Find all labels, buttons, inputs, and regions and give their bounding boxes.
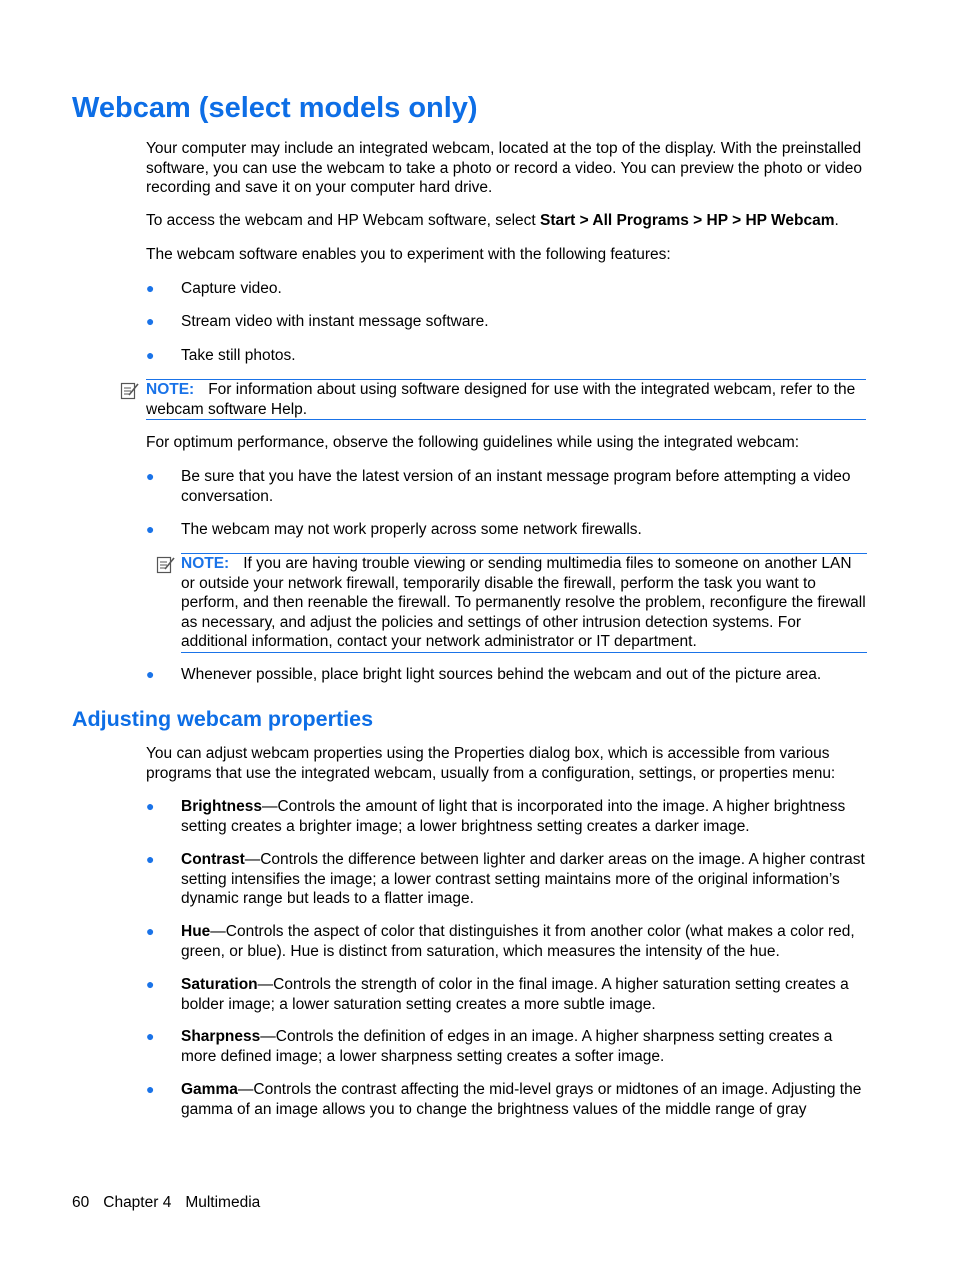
list-item-text: Stream video with instant message software. <box>181 313 489 330</box>
list-item-text: The webcam may not work properly across some network firewalls. <box>181 521 642 538</box>
bullet-icon: ● <box>146 976 155 992</box>
property-term: Sharpness <box>181 1028 261 1045</box>
bullet-icon: ● <box>146 666 155 682</box>
guidelines-intro: For optimum performance, observe the following guidelines while using the integrated webcam: <box>146 434 800 451</box>
intro-paragraph: Your computer may include an integrated webcam, located at the top of the display. With the preinstalled software, you can use the webcam to take a photo or record a video. You can preview the photo or video recording and save it on your computer hard drive. <box>146 140 863 196</box>
note-icon <box>156 555 176 575</box>
access-suffix: . <box>834 212 839 229</box>
access-path: Start > All Programs > HP > HP Webcam <box>540 212 835 229</box>
property-desc: —Controls the aspect of color that distinguishes it from another color (what makes a color red, green, or blue). Hue is distinct from saturation, which measures the intensity of the hue. <box>181 923 855 960</box>
property-desc: —Controls the amount of light that is incorporated into the image. A higher brightness setting creates a brighter image; a lower brightness setting creates a darker image. <box>181 798 846 835</box>
note-content <box>146 380 866 419</box>
property-term: Gamma <box>181 1081 238 1098</box>
list-item-text <box>181 1080 871 1119</box>
property-term: Contrast <box>181 851 245 868</box>
list-item-text <box>181 1027 871 1066</box>
bullet-icon: ● <box>146 851 155 867</box>
note-label: NOTE: <box>146 381 195 398</box>
list-item-text: Be sure that you have the latest version of an instant message program before attempting a video conversation. <box>181 468 851 505</box>
note-text: If you are having trouble viewing or sending multimedia files to someone on another LAN or outside your network firewall, temporarily disable the firewall, perform the task you want to perform, and then reenable the firewall. To permanently resolve the problem, reconfigure the firewall as necessary, and adjust the policies and settings of other intrusion detection systems. For additional information, contact your network administrator or IT department. <box>181 555 866 650</box>
footer-chapter: Chapter 4 <box>103 1194 172 1211</box>
section2-intro: You can adjust webcam properties using the Properties dialog box, which is accessible from various programs that use the integrated webcam, usually from a configuration, settings, or properties menu: <box>146 745 836 782</box>
list-item-text <box>181 922 871 961</box>
bullet-icon: ● <box>146 468 155 484</box>
property-term: Brightness <box>181 798 262 815</box>
bullet-icon: ● <box>146 313 155 329</box>
property-desc: —Controls the difference between lighter and darker areas on the image. A higher contrast setting intensifies the image; a lower contrast setting maintains more of the original information’s dynamic range but leads to a flatter image. <box>181 851 865 907</box>
page-footer <box>72 1193 274 1213</box>
access-paragraph <box>146 211 870 231</box>
note-content <box>181 554 867 652</box>
bullet-icon: ● <box>146 798 155 814</box>
property-term: Hue <box>181 923 211 940</box>
footer-section: Multimedia <box>185 1194 261 1211</box>
bullet-icon: ● <box>146 280 155 296</box>
property-desc: —Controls the contrast affecting the mid-level grays or midtones of an image. Adjusting the gamma of an image allows you to change the brightness values of the middle range of gray <box>181 1081 862 1118</box>
access-prefix: To access the webcam and HP Webcam software, select <box>146 212 540 229</box>
bullet-icon: ● <box>146 923 155 939</box>
list-item-text <box>181 850 871 909</box>
section-heading: Adjusting webcam properties <box>72 707 374 731</box>
property-desc: —Controls the strength of color in the final image. A higher saturation setting creates a bolder image; a lower saturation setting creates a more subtle image. <box>181 976 849 1013</box>
list-item-text: Take still photos. <box>181 347 296 364</box>
property-term: Saturation <box>181 976 258 993</box>
list-item-text <box>181 975 871 1014</box>
bullet-icon: ● <box>146 1081 155 1097</box>
list-item-text: Whenever possible, place bright light sources behind the webcam and out of the picture area. <box>181 666 822 683</box>
note-label: NOTE: <box>181 555 230 572</box>
note-box <box>181 553 867 653</box>
note-box <box>146 379 866 420</box>
bullet-icon: ● <box>146 1028 155 1044</box>
property-desc: —Controls the definition of edges in an image. A higher sharpness setting creates a more defined image; a lower sharpness setting creates a softer image. <box>181 1028 833 1065</box>
features-intro: The webcam software enables you to experiment with the following features: <box>146 246 671 263</box>
bullet-icon: ● <box>146 521 155 537</box>
note-text: For information about using software designed for use with the integrated webcam, refer to the webcam software Help. <box>146 381 856 418</box>
page-number: 60 <box>72 1194 90 1211</box>
list-item-text <box>181 797 871 836</box>
bullet-icon: ● <box>146 347 155 363</box>
page-title: Webcam (select models only) <box>72 92 478 124</box>
list-item-text: Capture video. <box>181 280 282 297</box>
note-icon <box>120 381 140 401</box>
